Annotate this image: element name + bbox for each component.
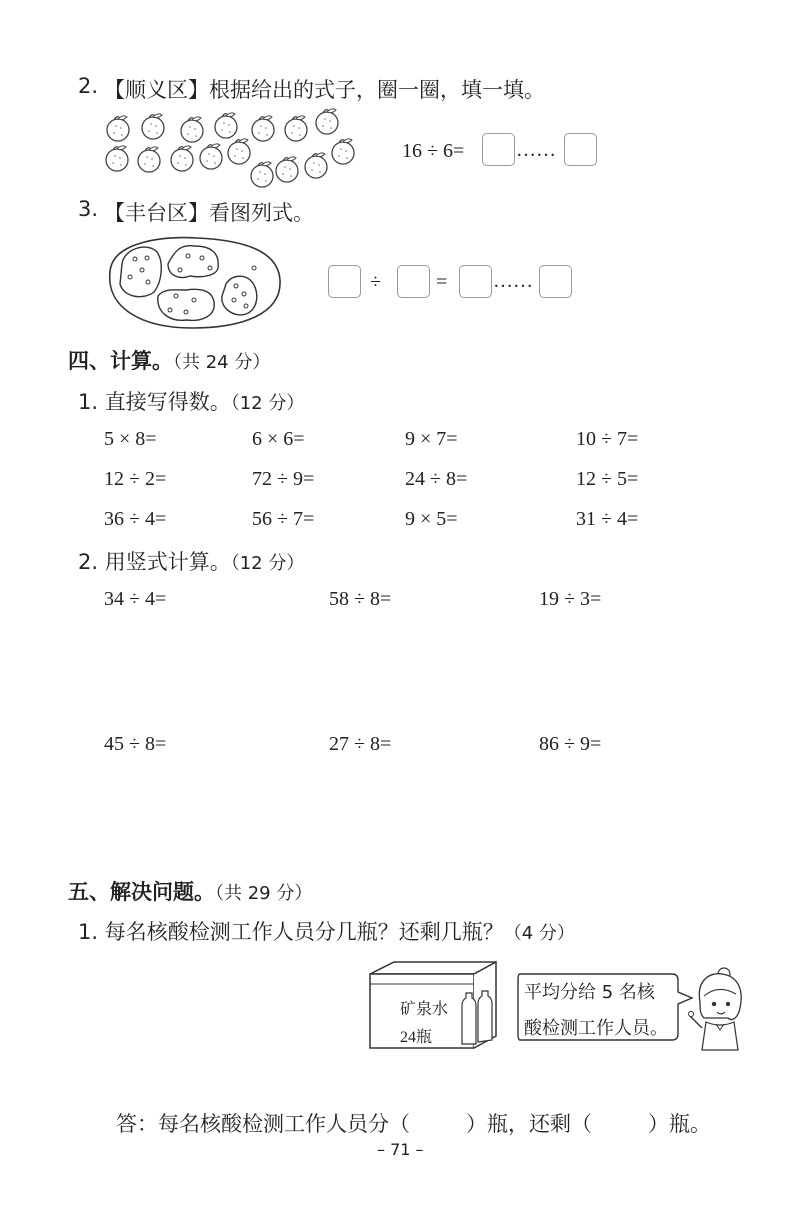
q3-box-quotient[interactable] <box>459 265 492 298</box>
section-4-points: （共 24 分） <box>173 352 271 373</box>
oral-calc-item: 72 ÷ 9= <box>252 468 315 490</box>
oral-calc-item: 9 × 7= <box>405 428 458 450</box>
q3-title: 【丰台区】看图列式。 <box>104 201 314 225</box>
oral-calc-item: 12 ÷ 5= <box>576 468 639 490</box>
q2-answer-box-remainder[interactable] <box>564 133 597 166</box>
oral-calc-item: 5 × 8= <box>104 428 157 450</box>
q3-box-remainder[interactable] <box>539 265 572 298</box>
vertical-calc-item: 45 ÷ 8= <box>104 733 167 755</box>
water-box-count: 24瓶 <box>400 1029 433 1046</box>
girl-avatar <box>688 966 746 1052</box>
q3-equals-sign: = <box>436 271 448 293</box>
q2-dots: …… <box>516 139 556 161</box>
oral-calc-item: 24 ÷ 8= <box>405 468 468 490</box>
vertical-calc-item: 58 ÷ 8= <box>329 588 392 610</box>
s4-p1-heading: 1. 直接写得数。（12 分） <box>78 390 305 414</box>
vertical-calc-item: 19 ÷ 3= <box>539 588 602 610</box>
vertical-calc-item: 27 ÷ 8= <box>329 733 392 755</box>
grouped-dots-figure <box>102 232 284 332</box>
oral-calc-item: 36 ÷ 4= <box>104 508 167 530</box>
section-4-title: 四、计算。（共 24 分） <box>68 349 271 373</box>
section-5-points: （共 29 分） <box>215 883 313 904</box>
q2-answer-box-quotient[interactable] <box>482 133 515 166</box>
orange-icon <box>100 106 360 192</box>
q3-number: 3. <box>78 197 99 221</box>
s5-p1-heading: 1. 每名核酸检测工作人员分几瓶？还剩几瓶？（4 分） <box>78 920 575 944</box>
q2-equation: 16 ÷ 6= <box>402 140 465 162</box>
oral-calc-item: 10 ÷ 7= <box>576 428 639 450</box>
q3-dots: …… <box>493 270 533 292</box>
q2-number: 2. <box>78 74 99 98</box>
oral-calc-item: 31 ÷ 4= <box>576 508 639 530</box>
oral-calc-item: 6 × 6= <box>252 428 305 450</box>
vertical-calc-item: 34 ÷ 4= <box>104 588 167 610</box>
q2-title: 【顺义区】根据给出的式子，圈一圈，填一填。 <box>104 78 545 102</box>
page-number: – 71 – <box>377 1140 424 1159</box>
q3-box-dividend[interactable] <box>328 265 361 298</box>
vertical-calc-item: 86 ÷ 9= <box>539 733 602 755</box>
bubble-line-2: 酸检测工作人员。 <box>524 1018 668 1039</box>
oral-calc-item: 12 ÷ 2= <box>104 468 167 490</box>
water-box-label: 矿泉水 <box>400 999 449 1018</box>
bubble-line-1: 平均分给 5 名核 <box>524 982 655 1003</box>
q3-box-divisor[interactable] <box>397 265 430 298</box>
s4-p2-heading: 2. 用竖式计算。（12 分） <box>78 550 305 574</box>
oral-calc-item: 56 ÷ 7= <box>252 508 315 530</box>
answer-line: 答：每名核酸检测工作人员分（ ）瓶，还剩（ ）瓶。 <box>116 1112 711 1136</box>
oral-calc-item: 9 × 5= <box>405 508 458 530</box>
section-5-title: 五、解决问题。（共 29 分） <box>68 880 313 904</box>
q3-divide-sign: ÷ <box>370 271 381 293</box>
